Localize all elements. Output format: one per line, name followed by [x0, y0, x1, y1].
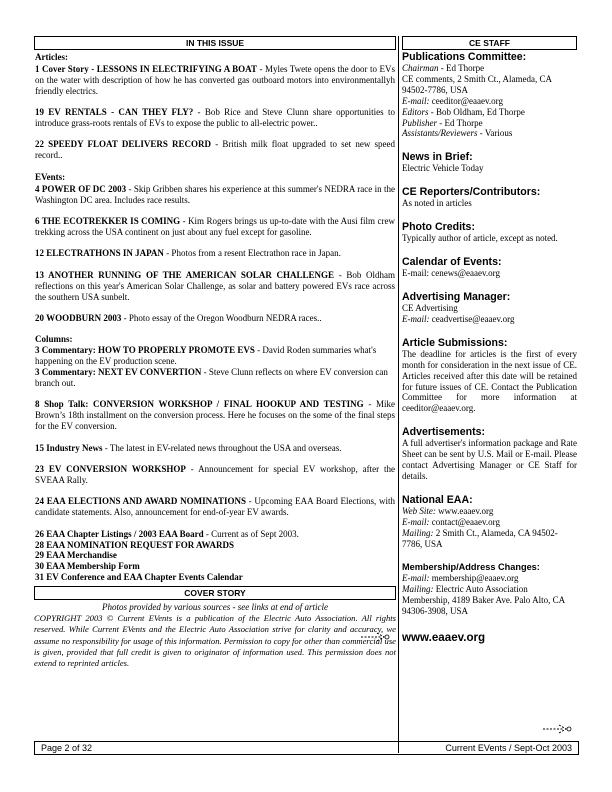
entry-title: 22 SPEEDY FLOAT DELIVERS RECORD — [35, 139, 212, 150]
entry-title: 4 POWER OF DC 2003 — [35, 183, 127, 194]
contents-entry — [35, 139, 395, 161]
events-label: EVents: — [35, 171, 66, 182]
national-mailing-address: 2 Smith Ct., Alameda, CA 94502-7786, USA — [402, 527, 558, 549]
eaa-website-url[interactable]: www.eaaev.org — [402, 631, 486, 645]
entry-title: 31 EV Conference and EAA Chapter Events Calendar — [35, 572, 243, 583]
contents-entry — [35, 572, 395, 583]
editor-email[interactable]: ceeditor@eaaev.org — [429, 95, 503, 106]
entry-description: - Steve Clunn reflects on where EV conversion can branch out. — [35, 367, 388, 388]
columns-list — [35, 345, 395, 389]
contents-entry — [35, 399, 395, 432]
membership-email-label: E-mail: — [402, 573, 430, 584]
entry-description: - Myles Twete opens the door to EVs on the water with description of how he has converted gas outboard motors into environmentallyh friendly electrics. — [35, 63, 396, 96]
contents-entry — [35, 540, 395, 551]
assistants-names: - Various — [477, 128, 513, 139]
contents-entry — [35, 248, 395, 259]
national-eaa-heading: National EAA: — [402, 493, 473, 506]
in-this-issue-column — [34, 36, 396, 669]
ce-staff-heading: CE STAFF — [402, 36, 577, 50]
national-email[interactable]: contact@eaaev.org — [429, 516, 501, 527]
entry-title: 23 EV CONVERSION WORKSHOP — [35, 463, 186, 474]
entry-title: 30 EAA Membership Form — [35, 561, 140, 572]
contents-entry — [35, 107, 395, 129]
website-label: Web Site: — [402, 505, 436, 516]
contents-entry — [35, 270, 395, 303]
photo-credits-heading: Photo Credits: — [402, 221, 475, 234]
editors-label: Editors — [402, 106, 429, 117]
contents-entry — [35, 216, 395, 238]
entry-description: - Photo essay of the Oregon Woodburn NEDRA races.. — [121, 312, 322, 323]
advertisements-text: A full advertiser's information package and Rate Sheet can be sent by U.S. Mail or E-mail. Please contact Advertising Manager or CE Staff for details. — [402, 438, 577, 481]
continue-arrow-icon — [360, 632, 392, 642]
entry-title: 1 Cover Story - LESSONS IN ELECTRIFYING A BOAT — [35, 63, 258, 74]
entry-description: - Upcoming EAA Board Elections, with candidate statements. Also, announcement for end-of-year EV awards. — [35, 496, 396, 518]
news-in-brief-text: Electric Vehicle Today — [402, 163, 484, 174]
advertising-email-line — [402, 314, 577, 325]
entry-title: 6 THE ECOTREKKER IS COMING — [35, 215, 181, 226]
columns-label: Columns: — [35, 334, 73, 345]
reporters-text: As noted in articles — [402, 198, 472, 209]
contents-entry — [35, 367, 395, 389]
article-submissions-heading: Article Submissions: — [402, 336, 508, 349]
entry-title: 19 EV RENTALS - CAN THEY FLY? — [35, 107, 194, 118]
editor-email-line — [402, 96, 577, 107]
national-email-line — [402, 517, 577, 528]
entry-title: 13 ANOTHER RUNNING OF THE AMERICAN SOLAR CHALLENGE — [35, 269, 335, 280]
columns-list-more — [35, 399, 395, 518]
publisher-line — [402, 118, 577, 129]
ce-staff-column — [402, 36, 577, 644]
membership-heading: Membership/Address Changes: — [402, 562, 540, 573]
contents-entry — [35, 496, 395, 518]
continue-arrow-icon-right — [542, 724, 574, 734]
contents-entry — [35, 184, 395, 206]
contents-entry — [35, 561, 395, 572]
calendar-heading: Calendar of Events: — [402, 256, 502, 269]
website-link[interactable]: www.eaaev.org — [435, 505, 494, 516]
articles-label: Articles: — [35, 52, 68, 62]
membership-email-line — [402, 573, 577, 584]
entry-title: 26 EAA Chapter Listings / 2003 EAA Board — [35, 528, 204, 539]
entry-description: - British milk float upgraded to set new speed record.. — [35, 139, 395, 161]
contents-entry — [35, 443, 395, 454]
photos-note: Photos provided by various sources - see links at end of article — [101, 602, 329, 613]
issue-contents — [34, 50, 396, 583]
national-email-label: E-mail: — [402, 516, 430, 527]
email-label: E-mail: — [402, 95, 430, 106]
advertising-email[interactable]: ceadvertise@eaaev.org — [429, 313, 515, 324]
advertisements-heading: Advertisements: — [402, 426, 486, 439]
column-divider — [398, 36, 399, 753]
calendar-email[interactable]: E-mail: cenews@eaaev.org — [402, 268, 500, 279]
advertising-manager-name: CE Advertising — [402, 302, 458, 313]
news-in-brief-heading: News in Brief: — [402, 151, 473, 164]
page-number: Page 2 of 32 — [41, 743, 93, 753]
entry-title: 29 EAA Merchandise — [35, 550, 117, 561]
listings-list — [35, 529, 395, 584]
reporters-heading: CE Reporters/Contributors: — [402, 186, 541, 199]
entry-description: - Photos from a resent Electrathon race in Japan. — [163, 248, 341, 259]
issue-date: Current EVents / Sept-Oct 2003 — [445, 743, 572, 753]
entry-title: 8 Shop Talk: CONVERSION WORKSHOP / FINAL HOOKUP AND TESTING — [35, 399, 364, 410]
editors-line — [402, 107, 577, 118]
contents-entry — [35, 464, 395, 486]
entry-description: - Bob Rice and Steve Clunn share opportunities to introduce grass-roots rentals of EVs to expose the public to all-electric power.. — [35, 107, 395, 129]
entry-title: 3 Commentary: HOW TO PROPERLY PROMOTE EVS — [35, 345, 255, 356]
copyright-notice: COPYRIGHT 2003 © Current EVents is a publication of the Electric Auto Association. All rights reserved. While Current EVents and the Electric Auto Association strive for clarity and accuracy, we assume no responsibility for usage of this information. Permission to copy for other than commercial use is given, provided that full credit is given to originator of information used. This permission does not extend to reprinted articles. — [34, 613, 396, 668]
entry-description: - The latest in EV-related news throughout the USA and overseas. — [102, 442, 342, 453]
cover-story-heading: COVER STORY — [34, 586, 396, 600]
contents-entry — [35, 64, 395, 97]
website-line — [402, 506, 577, 517]
in-this-issue-heading: IN THIS ISSUE — [34, 36, 396, 50]
contents-entry — [35, 313, 395, 324]
chairman-label: Chairman — [402, 63, 439, 73]
article-submissions-text: The deadline for articles is the first of every month for consideration in the next issue of CE. Articles received after this date will be retained for future issues of CE. Contact the Publication Committee for more information at ceeditor@eaaev.org. — [402, 348, 577, 414]
advertising-email-label: E-mail: — [402, 313, 430, 324]
publisher-label: Publisher — [402, 117, 437, 128]
membership-email[interactable]: membership@eaaev.org — [429, 573, 519, 584]
entry-description: - Kim Rogers brings us up-to-date with the Ausi film crew trekking across the USA continent on just about any fuel except for gasoline. — [35, 215, 395, 237]
entry-title: 12 ELECTRATHONS IN JAPAN — [35, 248, 164, 259]
entry-title: 24 EAA ELECTIONS AND AWARD NOMINATIONS — [35, 496, 246, 507]
national-mailing-line — [402, 528, 577, 550]
advertising-manager-heading: Advertising Manager: — [402, 290, 511, 303]
entry-title: 20 WOODBURN 2003 — [35, 312, 122, 323]
membership-mailing-line — [402, 584, 577, 617]
entry-description: - Skip Gribben shares his experience at this summer's NEDRA race in the Washington DC area. Includes race results. — [35, 183, 395, 205]
entry-title: 28 EAA NOMINATION REQUEST FOR AWARDS — [35, 539, 234, 550]
membership-mailing-label: Mailing: — [402, 584, 434, 595]
editors-names: - Bob Oldham, Ed Thorpe — [428, 106, 525, 117]
articles-list — [35, 64, 395, 161]
ce-comments-address: CE comments, 2 Smith Ct., Alameda, CA 94502-7786, USA — [402, 73, 552, 95]
assistants-label: Assistants/Reviewers — [402, 128, 478, 139]
entry-description: - David Roden summaries what's happening on the EV production scene. — [35, 345, 377, 367]
assistants-line — [402, 128, 577, 139]
entry-description: - Mike Brown’s 18th installment on the conversion process. Here he focuses on the some of the final steps for the EV conversion. — [35, 399, 395, 432]
publisher-name: - Ed Thorpe — [437, 117, 483, 128]
publications-committee-heading: Publications Committee: — [402, 51, 527, 63]
page-frame — [34, 36, 577, 753]
page-footer — [34, 741, 579, 755]
chairman-name: - Ed Thorpe — [438, 63, 485, 73]
contents-entry — [35, 550, 395, 561]
entry-description: - Current as of Sept 2003. — [203, 528, 299, 539]
entry-title: 3 Commentary: NEXT EV CONVERTION — [35, 367, 202, 378]
events-list — [35, 184, 395, 324]
chairman-line — [402, 63, 577, 74]
photo-credits-text: Typically author of article, except as noted. — [402, 233, 558, 244]
entry-description: - Bob Oldham reflections on this year's American Solar Challenge, as solar and battery powered EVs race across the southern USA sunbelt. — [35, 269, 395, 302]
entry-description: - Announcement for special EV workshop, after the SVEAA Rally. — [35, 463, 395, 485]
membership-mailing-address: Electric Auto Association Membership, 4189 Baker Ave. Palo Alto, CA 94306-3908, USA — [402, 584, 565, 617]
entry-title: 15 Industry News — [35, 442, 103, 453]
contents-entry — [35, 529, 395, 540]
national-mailing-label: Mailing: — [402, 527, 434, 538]
contents-entry — [35, 345, 395, 367]
